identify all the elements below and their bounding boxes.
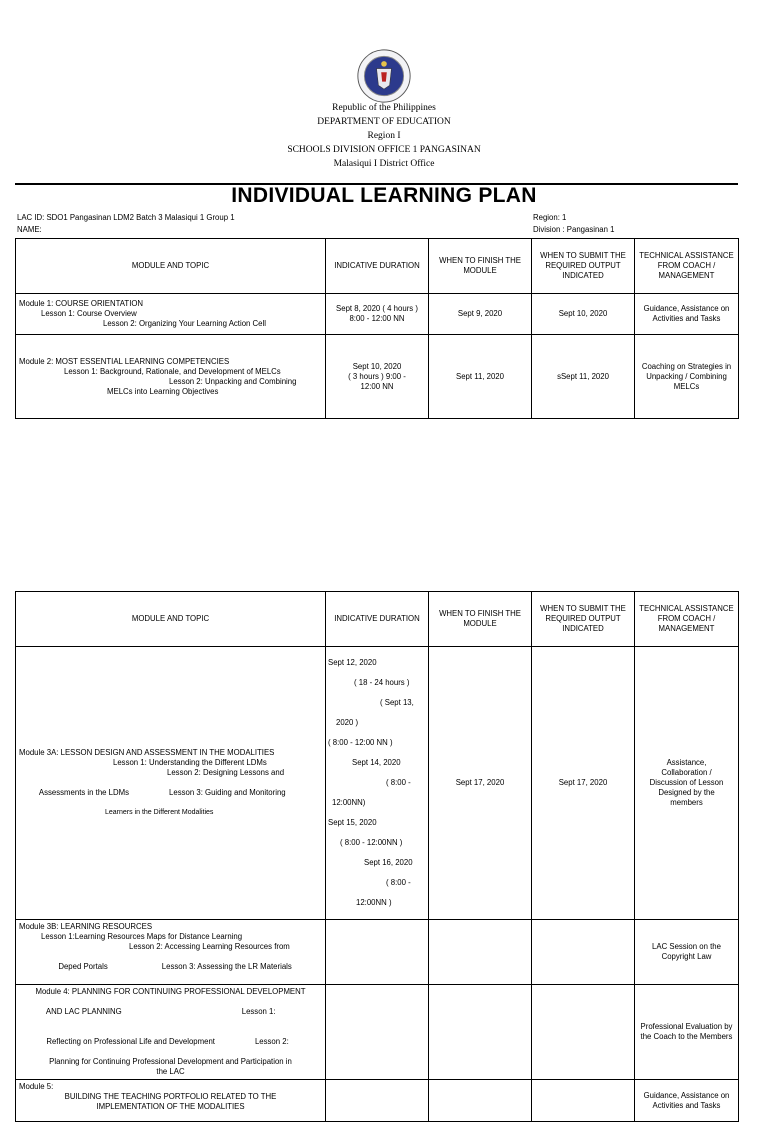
page-title: INDIVIDUAL LEARNING PLAN: [231, 184, 537, 207]
submit-cell: Sept 10, 2020: [532, 294, 635, 335]
letterhead: [0, 101, 768, 171]
duration-cell: [326, 920, 429, 985]
col-when-submit: WHEN TO SUBMIT THE REQUIRED OUTPUT INDICATED: [532, 239, 635, 294]
module-cell: Module 3B: LEARNING RESOURCES Lesson 1:Learning Resources Maps for Distance Learning Lesson 2: Accessing Learning Resources from Deped Portals Lesson 3: Assessing the LR Materials: [16, 920, 326, 985]
assistance-cell: LAC Session on the Copyright Law: [635, 920, 739, 985]
col-module-topic: MODULE AND TOPIC: [16, 239, 326, 294]
finish-cell: Sept 9, 2020: [429, 294, 532, 335]
assistance-cell: Guidance, Assistance on Activities and Tasks: [635, 1080, 739, 1122]
submit-cell: [532, 1080, 635, 1122]
assistance-cell: Professional Evaluation by the Coach to the Members: [635, 985, 739, 1080]
col-when-finish: WHEN TO FINISH THE MODULE: [429, 239, 532, 294]
duration-cell: Sept 12, 2020 ( 18 - 24 hours ) ( Sept 13, 2020 ) ( 8:00 - 12:00 NN ) Sept 14, 2020 ( 8:00 - 12:00NN) Sept 15, 2020 ( 8:00 - 12:00NN ) Sept 16, 2020 ( 8:00 - 12:00NN ): [326, 647, 429, 920]
finish-cell: [429, 920, 532, 985]
table-row: [16, 647, 739, 920]
table-row: [16, 335, 739, 419]
col-indicative-duration: INDICATIVE DURATION: [326, 239, 429, 294]
assistance-cell: Coaching on Strategies in Unpacking / Combining MELCs: [635, 335, 739, 419]
col-when-submit: WHEN TO SUBMIT THE REQUIRED OUTPUT INDICATED: [532, 592, 635, 647]
header-republic: Republic of the Philippines: [332, 103, 436, 113]
module-cell: Module 4: PLANNING FOR CONTINUING PROFESSIONAL DEVELOPMENT AND LAC PLANNING Lesson 1: Reflecting on Professional Life and Development Lesson 2: Planning for Continuing Professional Development and Participation in the LAC: [16, 985, 326, 1080]
module-cell: Module 5: BUILDING THE TEACHING PORTFOLIO RELATED TO THE IMPLEMENTATION OF THE MODALITIES: [16, 1080, 326, 1122]
header-department: DEPARTMENT OF EDUCATION: [317, 117, 451, 127]
header-division-office: SCHOOLS DIVISION OFFICE 1 PANGASINAN: [287, 145, 481, 155]
table-row: [16, 294, 739, 335]
meta-right: [533, 212, 614, 236]
table-header-row: [16, 592, 739, 647]
table-header-row: [16, 239, 739, 294]
deped-seal-icon: [348, 48, 420, 102]
col-module-topic: MODULE AND TOPIC: [16, 592, 326, 647]
header-region: Region I: [367, 131, 401, 141]
plan-table-2: [15, 591, 739, 1122]
division-label: Division : Pangasinan 1: [533, 225, 615, 234]
submit-cell: Sept 17, 2020: [532, 647, 635, 920]
table-row: [16, 1080, 739, 1122]
assistance-cell: Guidance, Assistance on Activities and Tasks: [635, 294, 739, 335]
meta-left: [17, 212, 235, 236]
assistance-cell: Assistance, Collaboration / Discussion of Lesson Designed by the members: [635, 647, 739, 920]
name-field: NAME:: [17, 225, 42, 234]
col-indicative-duration: INDICATIVE DURATION: [326, 592, 429, 647]
seal-graphic: [356, 48, 412, 104]
lac-id: LAC ID: SDO1 Pangasinan LDM2 Batch 3 Malasiqui 1 Group 1: [17, 213, 235, 222]
finish-cell: [429, 985, 532, 1080]
plan-table-1: [15, 238, 739, 419]
duration-cell: Sept 8, 2020 ( 4 hours ) 8:00 - 12:00 NN: [326, 294, 429, 335]
module-cell: Module 2: MOST ESSENTIAL LEARNING COMPETENCIES Lesson 1: Background, Rationale, and Development of MELCs Lesson 2: Unpacking and Combining MELCs into Learning Objectives: [16, 335, 326, 419]
duration-cell: Sept 10, 2020 ( 3 hours ) 9:00 - 12:00 NN: [326, 335, 429, 419]
submit-cell: sSept 11, 2020: [532, 335, 635, 419]
table-row: [16, 985, 739, 1080]
module-cell: Module 3A: LESSON DESIGN AND ASSESSMENT IN THE MODALITIES Lesson 1: Understanding the Different LDMs Lesson 2: Designing Lessons and Assessments in the LDMs Lesson 3: Guiding and Monitoring Learners in the Different Modalities: [16, 647, 326, 920]
table-row: [16, 920, 739, 985]
module-cell: Module 1: COURSE ORIENTATION Lesson 1: Course Overview Lesson 2: Organizing Your Learning Action Cell: [16, 294, 326, 335]
duration-cell: [326, 985, 429, 1080]
duration-cell: [326, 1080, 429, 1122]
finish-cell: Sept 17, 2020: [429, 647, 532, 920]
col-when-finish: WHEN TO FINISH THE MODULE: [429, 592, 532, 647]
header-district-office: Malasiqui I District Office: [333, 159, 435, 169]
col-technical-assistance: TECHNICAL ASSISTANCE FROM COACH / MANAGEMENT: [635, 239, 739, 294]
col-technical-assistance: TECHNICAL ASSISTANCE FROM COACH / MANAGEMENT: [635, 592, 739, 647]
finish-cell: [429, 1080, 532, 1122]
submit-cell: [532, 920, 635, 985]
submit-cell: [532, 985, 635, 1080]
region-label: Region: 1: [533, 213, 567, 222]
finish-cell: Sept 11, 2020: [429, 335, 532, 419]
